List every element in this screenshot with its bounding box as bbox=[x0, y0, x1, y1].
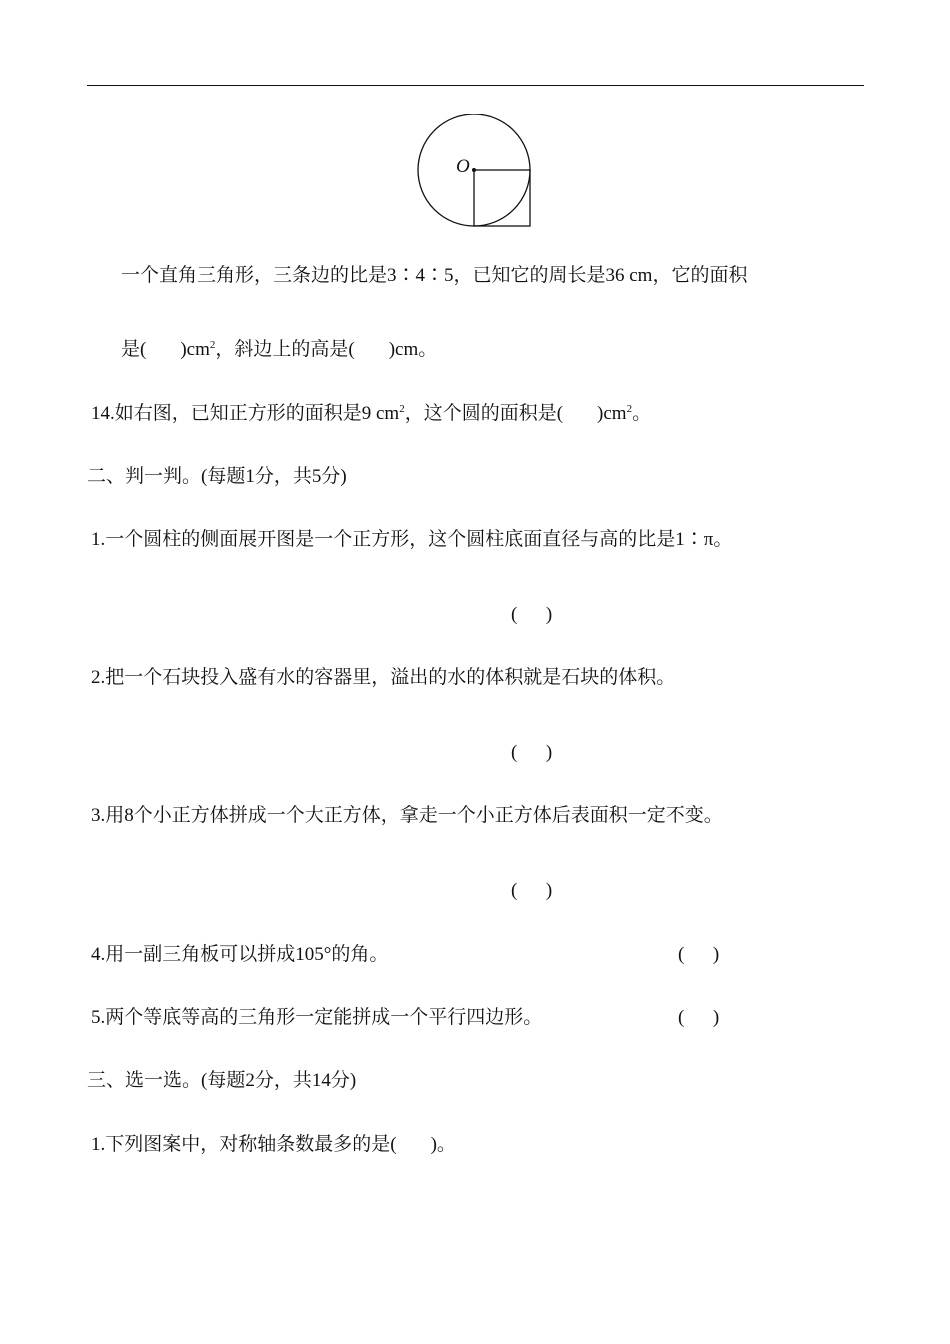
center-dot bbox=[472, 168, 476, 172]
judge-answer-3[interactable]: ( ) bbox=[511, 880, 553, 901]
judge-answer-5[interactable]: ( ) bbox=[678, 1007, 720, 1028]
judge-item-1: 1.一个圆柱的侧面展开图是一个正方形，这个圆柱底面直径与高的比是1∶π。 bbox=[91, 529, 733, 550]
header-rule bbox=[87, 85, 864, 86]
choice-item-1: 1.下列图案中，对称轴条数最多的是( )。 bbox=[91, 1134, 456, 1155]
judge-item-4: 4.用一副三角板可以拼成105°的角。 bbox=[91, 944, 389, 965]
square-shape bbox=[474, 170, 530, 226]
judge-answer-4[interactable]: ( ) bbox=[678, 944, 720, 965]
section2-heading: 二、判一判。(每题1分，共5分) bbox=[87, 466, 347, 487]
q13-line2: 是( )$cm^2$，斜边上的高是( )cm。 bbox=[121, 339, 438, 360]
center-label: O bbox=[456, 156, 470, 177]
judge-item-5: 5.两个等底等高的三角形一定能拼成一个平行四边形。 bbox=[91, 1007, 543, 1028]
judge-item-3: 3.用8个小正方体拼成一个大正方体，拿走一个小正方体后表面积一定不变。 bbox=[91, 805, 723, 826]
judge-answer-1[interactable]: ( ) bbox=[511, 604, 553, 625]
section3-heading: 三、选一选。(每题2分，共14分) bbox=[87, 1070, 357, 1091]
judge-item-2: 2.把一个石块投入盛有水的容器里，溢出的水的体积就是石块的体积。 bbox=[91, 667, 676, 688]
judge-answer-2[interactable]: ( ) bbox=[511, 742, 553, 763]
q13-line1: 一个直角三角形，三条边的比是3∶4∶5，已知它的周长是36 cm，它的面积 bbox=[121, 265, 748, 286]
circle-square-figure bbox=[415, 114, 535, 232]
q14: 14.如右图，已知正方形的面积是9 $cm^2$，这个圆的面积是( )$cm^2$。 bbox=[91, 403, 652, 424]
